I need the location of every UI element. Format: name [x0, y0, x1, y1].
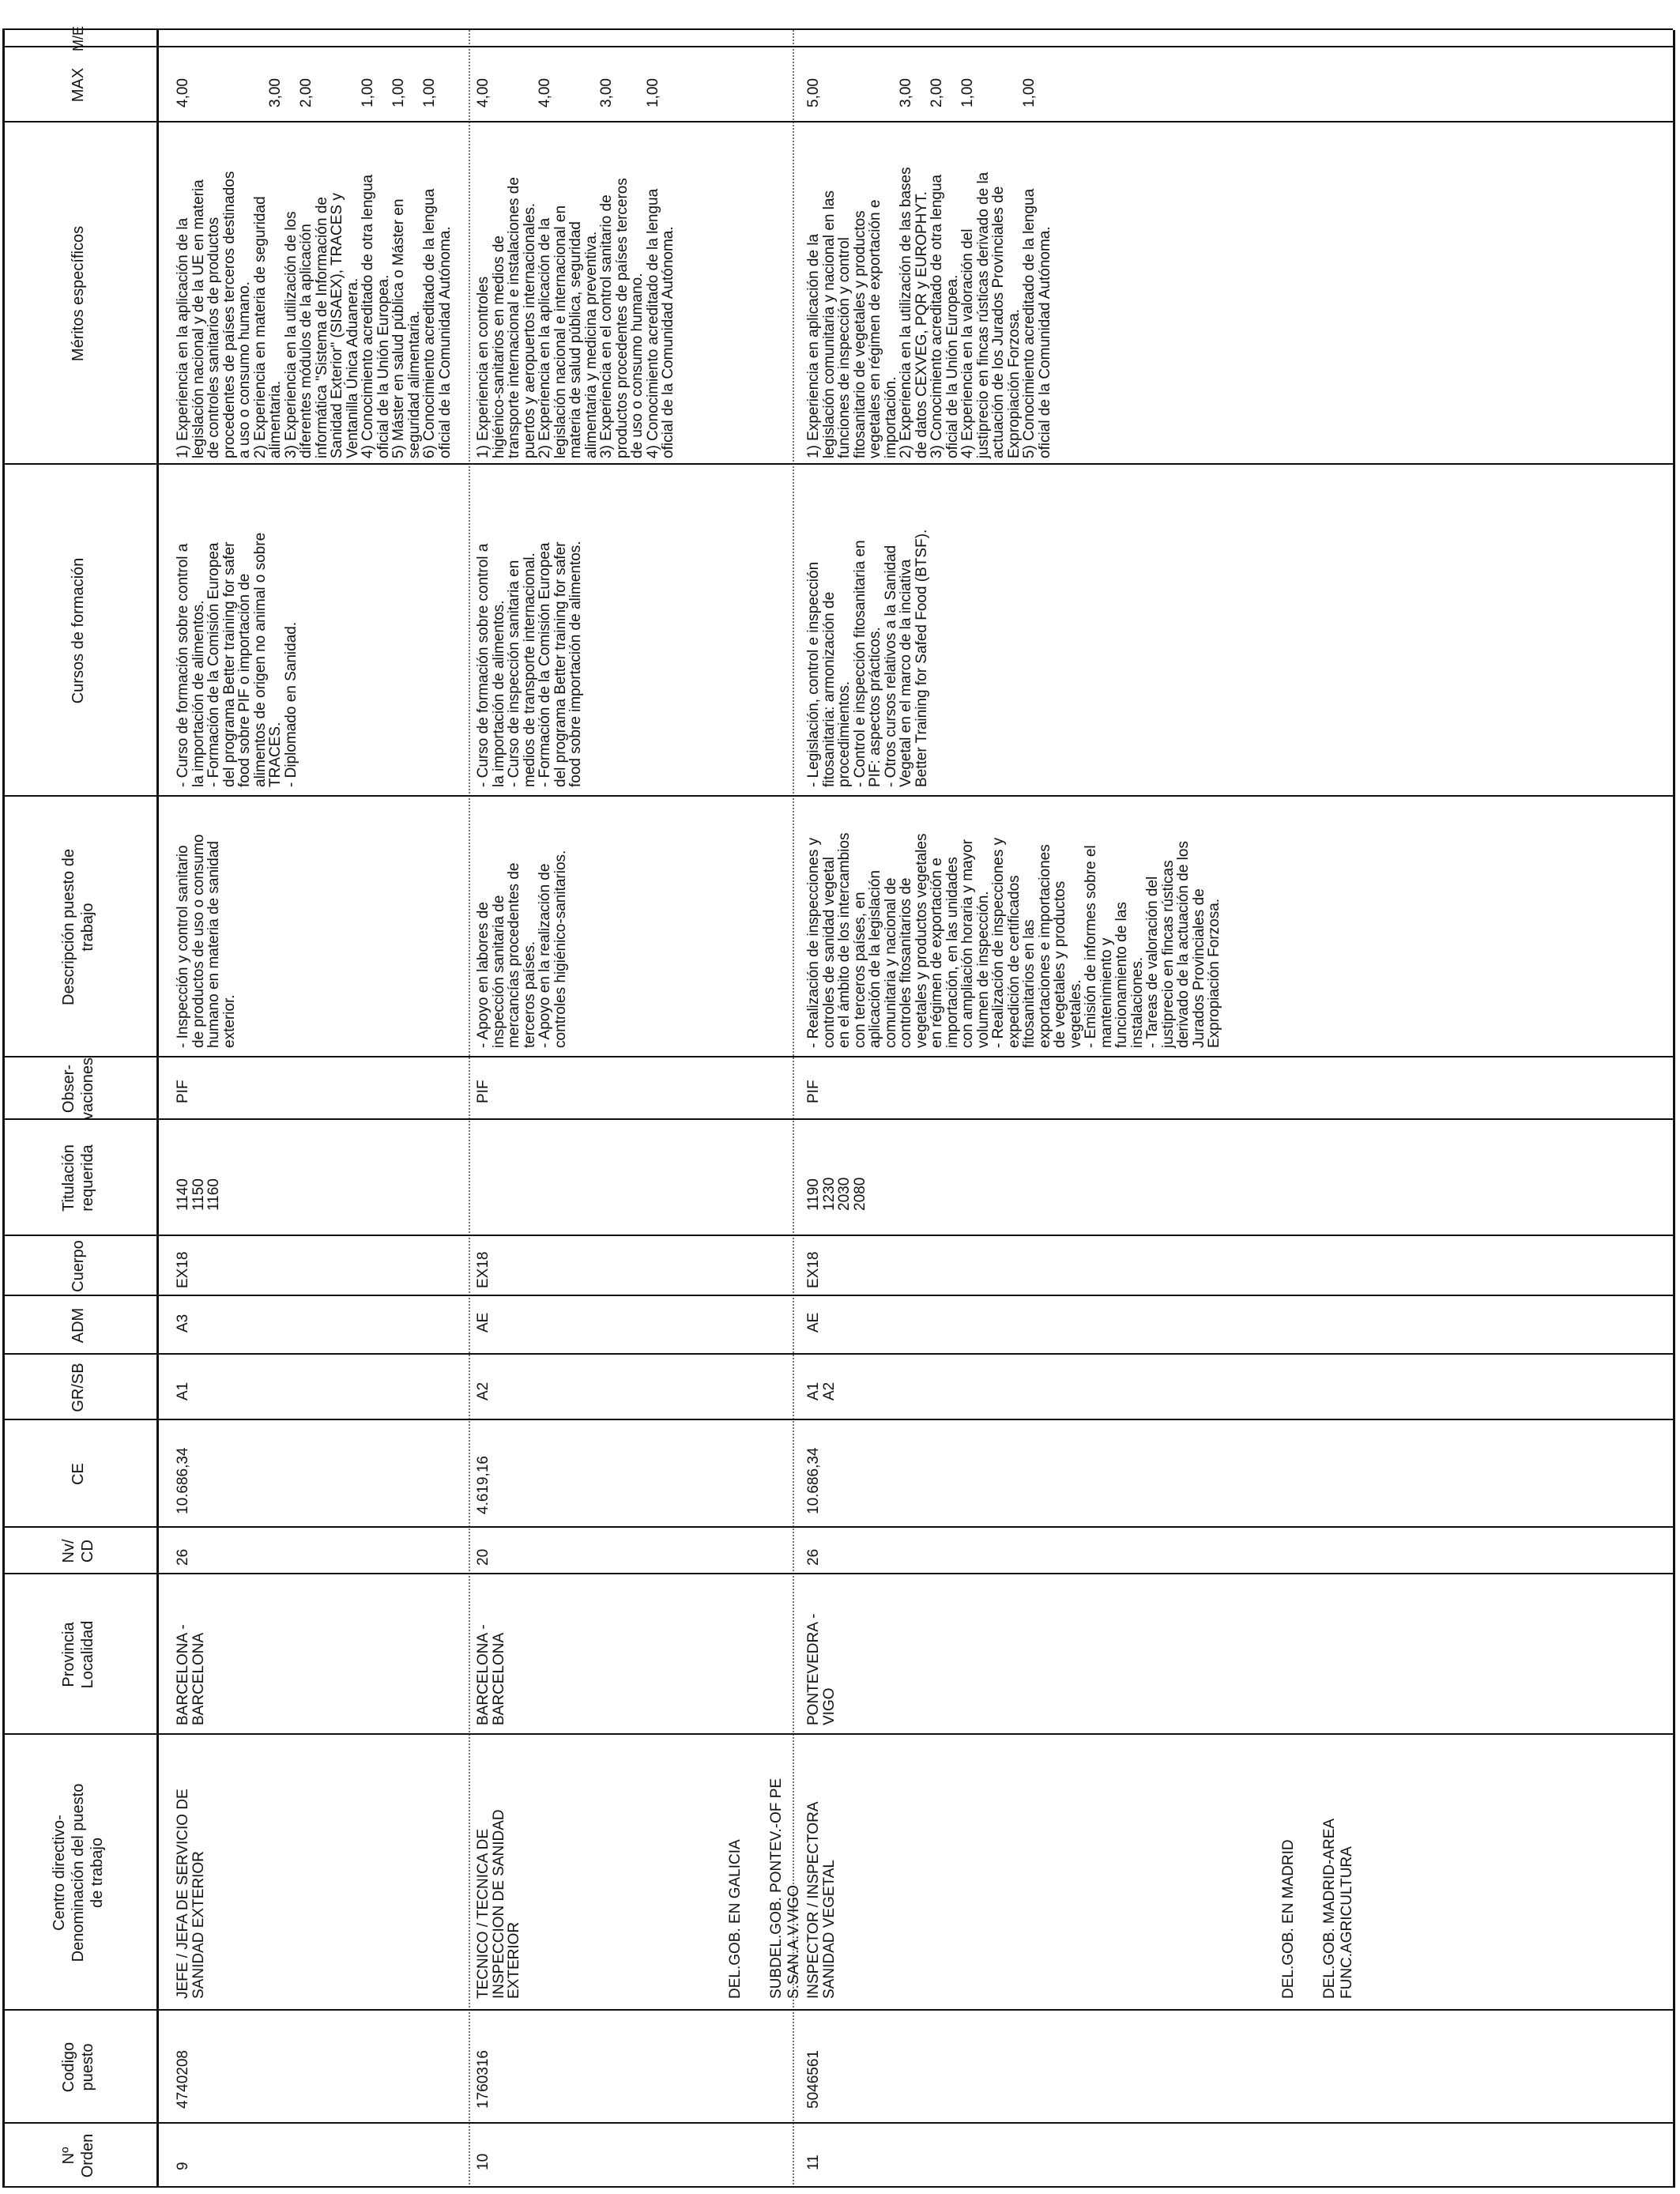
row-adm: A3: [175, 1314, 191, 1333]
row-adm: AE: [805, 1312, 822, 1333]
row-observaciones: PIF: [805, 1080, 822, 1103]
col-divider: [2, 463, 1673, 465]
row-nivel: 26: [805, 1548, 822, 1566]
row-titulacion: 1140 1150 1160: [175, 1178, 222, 1211]
header-descripcion: Descripción puesto de trabajo: [60, 849, 96, 1005]
header-grupo: GR/SB: [70, 1363, 87, 1412]
row-separator: [469, 30, 470, 2188]
row-codigo: 5046561: [805, 2050, 822, 2109]
row-cursos: - Curso de formación sobre control a la importación de alimentos. - Curso de inspección sanitaria en medios de transporte internacional. - Formación de la Comisión Europea del programa Better training for safer food sobre importación de alimentos.: [475, 541, 584, 787]
row-observaciones: PIF: [475, 1080, 492, 1103]
row-nivel: 26: [175, 1548, 191, 1566]
col-divider: [2, 1295, 1673, 1296]
table-left-border: [2, 2186, 1673, 2188]
header-ce: CE: [70, 1463, 87, 1485]
row-meritos: 1) Experiencia en la aplicación de la legislación nacional y de la UE en materia de controles sanitarios de productos procedentes de países terceros destinados a uso o consumo humano. 2) Experiencia en materia de seguridad alimentaria. 3) Experiencia en la utilización de los diferentes módulos de la aplicación informática "Sistema de Información de Sanidad Exterior" (SISAEX), TRACES y Ventanilla Única Aduanera. 4) Conocimiento acreditado de otra lengua oficial de la Unión Europea. 5) Máster en salud pública o Máster en seguridad alimentaria. 6) Conocimiento acreditado de la lengua oficial de la Comunidad Autónoma.: [175, 171, 454, 458]
col-divider: [2, 2009, 1673, 2011]
header-cursos: Cursos de formación: [70, 557, 87, 704]
row-descripcion: - Realización de inspecciones y controles de sanidad vegetal en el ámbito de los intercambios con terceros países, en aplicación de la legislación comunitaria y nacional de controles fitosanitarios de vegetales y productos vegetales en régimen de exportación e importación, en las unidades con ampliación horaria y mayor volumen de inspección. - Realización de inspecciones y expedición de certificados fitosanitarios en las exportaciones e importaciones de vegetales y productos vegetales. - Emisión de informes sobre el mantenimiento y funcionamiento de las instalaciones. - Tareas de valoración del justiprecio en fincas rústicas derivado de la actuación de los Jurados Provinciales de Expropiación Forzosa.: [805, 832, 1222, 1048]
max-value: 4,00: [537, 78, 553, 107]
header-titulacion: Titulación requerida: [60, 1144, 96, 1212]
row-denominacion: TECNICO / TECNICA DE INSPECCION DE SANIDAD EXTERIOR: [475, 1809, 522, 1999]
row-descripcion: - Apoyo en labores de inspección sanitaria de mercancías procedentes de terceros países. - Apoyo en la realización de controles higiénico-sanitarios.: [475, 850, 569, 1048]
max-value: 3,00: [598, 78, 615, 107]
col-divider: [2, 1419, 1673, 1420]
col-divider: [2, 46, 1673, 47]
col-divider: [2, 1353, 1673, 1355]
row-denominacion: JEFE / JEFA DE SERVICIO DE SANIDAD EXTERIOR: [175, 1789, 207, 1999]
header-observaciones: Obser- vaciones: [60, 1057, 96, 1120]
col-divider: [2, 121, 1673, 123]
col-divider: [2, 1573, 1673, 1574]
header-codigo: Codigo puesto: [60, 2041, 96, 2093]
max-value: 1,00: [959, 78, 976, 107]
col-divider: [2, 1056, 1673, 1057]
row-codigo: 4740208: [175, 2050, 191, 2109]
header-me: M/E: [70, 25, 86, 51]
max-value: 4,00: [475, 78, 492, 107]
col-divider: [2, 1733, 1673, 1735]
row-descripcion: - Inspección y control sanitario de productos de uso o consumo humano en materia de sanidad exterior.: [175, 834, 238, 1048]
max-value: 3,00: [267, 78, 284, 107]
row-provincia: PONTEVEDRA - VIGO: [805, 1613, 838, 1725]
header-bottom-border: [156, 30, 159, 2188]
max-value: 1,00: [360, 78, 376, 107]
header-cuerpo: Cuerpo: [70, 1240, 87, 1292]
row-meritos: 1) Experiencia en aplicación de la legislación comunitaria y nacional en las funciones de inspección y control fitosanitario de vegetales y productos vegetales en régimen de exportación e importación. 2) Experiencia en la utilización de las bases de datos CEXVEG, PQR y EUROPHYT. 3) Conocimiento acreditado de otra lengua oficial de la Unión Europea. 4) Experiencia en la valoración del justiprecio en fincas rústicas derivado de la actuación de los Jurados Provinciales de Expropiación Forzosa. 5) Conocimiento acreditado de la lengua oficial de la Comunidad Autónoma.: [805, 167, 1053, 458]
header-centro: Centro directivo- Denominación del puesto de trabajo: [51, 1783, 106, 1962]
row-adm: AE: [475, 1312, 492, 1333]
header-adm: ADM: [70, 1307, 87, 1344]
row-cuerpo: EX18: [805, 1251, 822, 1288]
row-ce: 4.619,16: [475, 1456, 492, 1514]
max-value: 1,00: [390, 78, 407, 107]
header-max: MAX: [70, 67, 87, 103]
row-observaciones: PIF: [175, 1080, 191, 1103]
row-orden: 11: [805, 2154, 822, 2170]
table-bottom-border: [1673, 30, 1675, 2188]
row-orden: 9: [175, 2162, 191, 2170]
max-value: 2,00: [298, 78, 315, 107]
row-ce: 10.686,34: [805, 1447, 822, 1514]
row-grupo: A1 A2: [805, 1382, 838, 1400]
row-ce: 10.686,34: [175, 1447, 191, 1514]
max-value: 4,00: [175, 78, 191, 107]
max-value: 2,00: [929, 78, 945, 107]
centro-directivo: DEL.GOB. EN GALICIA: [727, 1839, 744, 1999]
row-denominacion: INSPECTOR / INSPECTORA SANIDAD VEGETAL: [805, 1801, 838, 1999]
row-cursos: - Curso de formación sobre control a la importación de alimentos. - Formación de la Comisión Europea del programa Better training for safer food sobre PIF o importación de alimentos de origen no animal o sobre TRACES. - Diplomado en Sanidad.: [175, 532, 299, 787]
row-orden: 10: [475, 2153, 492, 2170]
col-divider: [2, 1118, 1673, 1120]
max-value: 1,00: [1021, 78, 1038, 107]
row-meritos: 1) Experiencia en controles higiénico-sanitarios en medios de transporte internacional e instalaciones de puertos y aeropuertos internacionales. 2) Experiencia en la aplicación de la legislación nacional e internacional en materia de salud pública, seguridad alimentaria y medicina preventiva. 3) Experiencia en el control sanitario de productos procedentes de países terceros de uso o consumo humano. 4) Conocimiento acreditado de la lengua oficial de la Comunidad Autónoma.: [475, 177, 676, 458]
centro-subdivision: DEL.GOB. MADRID-AREA FUNC.AGRICULTURA: [1321, 1818, 1355, 1999]
max-value: 5,00: [805, 78, 822, 107]
col-divider: [2, 1526, 1673, 1528]
header-orden: Nº Orden: [60, 2133, 96, 2178]
row-grupo: A2: [475, 1382, 492, 1400]
row-codigo: 1760316: [475, 2050, 492, 2109]
header-nivel: Nv/ CD: [60, 1539, 96, 1563]
row-grupo: A1: [175, 1382, 191, 1400]
max-value: 1,00: [645, 78, 661, 107]
row-cursos: - Legislación, control e inspección fitosanitaria: armonización de procedimientos. - Control e inspección fitosanitaria en PIF: aspectos prácticos. - Otros cursos relativos a la Sanidad Vegetal en el marco de la inciativa Better Training for Safed Food (BTSF).: [805, 529, 930, 787]
table-right-border: [2, 28, 1673, 30]
col-divider: [2, 1235, 1673, 1236]
max-value: 3,00: [898, 78, 914, 107]
centro-directivo: DEL.GOB. EN MADRID: [1280, 1839, 1297, 1999]
row-titulacion: 1190 1230 2030 2080: [805, 1177, 868, 1211]
col-divider: [2, 795, 1673, 797]
header-meritos: Méritos específicos: [70, 225, 87, 362]
max-value: 1,00: [421, 78, 438, 107]
centro-subdivision: SUBDEL.GOB. PONTEV.-OF PE S.SAN.A.V.VIGO: [768, 1777, 802, 1999]
col-divider: [2, 2122, 1673, 2124]
row-provincia: BARCELONA - BARCELONA: [175, 1624, 207, 1725]
row-cuerpo: EX18: [175, 1251, 191, 1288]
header-provincia: Provincia Localidad: [60, 1620, 96, 1689]
row-cuerpo: EX18: [475, 1251, 492, 1288]
row-nivel: 20: [475, 1548, 492, 1566]
row-provincia: BARCELONA - BARCELONA: [475, 1624, 507, 1725]
